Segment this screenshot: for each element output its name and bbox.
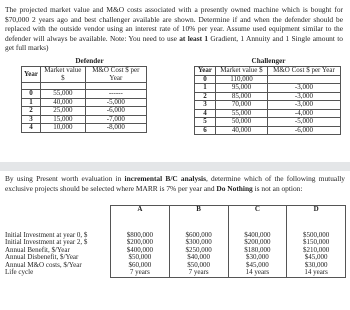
table-cell: 55,000: [41, 90, 86, 99]
table-cell: 4: [22, 124, 41, 133]
table-cell: Initial Investment at year 2, $: [5, 238, 88, 246]
table-cell: $400,000: [228, 232, 287, 240]
table-cell: $800,000: [111, 232, 170, 240]
table-cell: $50,000: [169, 262, 228, 270]
table-cell: $45,000: [228, 262, 287, 270]
defender-row: [22, 107, 147, 116]
challenger-header-mo: M&O Cost $ per Year: [267, 67, 340, 76]
defender-header-market: Market value $: [41, 67, 86, 83]
defender-table: [21, 66, 147, 133]
table-cell: $45,000: [287, 254, 346, 262]
table-cell: 7 years: [111, 269, 170, 277]
table-cell: 14 years: [228, 269, 287, 277]
table-cell: 1: [195, 84, 216, 93]
challenger-row: [195, 101, 341, 110]
table-cell: $600,000: [169, 232, 228, 240]
table-cell: ------: [85, 90, 146, 99]
challenger-title: Challenger: [251, 57, 286, 65]
challenger-row: [195, 109, 341, 118]
table-cell: [5, 214, 111, 232]
defender-row: [22, 124, 147, 133]
table-cell: -5,000: [85, 98, 146, 107]
table-cell: Life cycle: [5, 268, 34, 277]
table-cell: 55,000: [216, 109, 268, 118]
table-cell: $500,000: [287, 232, 346, 240]
project-a-header: A: [111, 206, 170, 214]
table-cell: 6: [195, 126, 216, 135]
table-cell: 15,000: [41, 115, 86, 124]
project-row: [5, 262, 346, 270]
table-cell: Annual Disbenefit, $/Year: [5, 253, 79, 261]
table-cell: Annual Benefit, $/Year: [5, 245, 70, 254]
table-cell: $200,000: [228, 239, 287, 247]
project-d-header: D: [287, 206, 346, 214]
defender-row: [22, 90, 147, 99]
section-divider: [0, 162, 350, 171]
table-cell: $60,000: [111, 262, 170, 270]
project-b-header: B: [169, 206, 228, 214]
table-cell: 40,000: [41, 98, 86, 107]
defender-header-year: Year: [22, 67, 41, 83]
challenger-row: [195, 84, 341, 93]
table-cell: [169, 214, 228, 232]
challenger-row: [195, 92, 341, 101]
table-cell: -6,000: [267, 126, 340, 135]
table-cell: -6,000: [85, 107, 146, 116]
table-cell: $210,000: [287, 247, 346, 255]
table-cell: 4: [195, 109, 216, 118]
table-cell: $400,000: [111, 247, 170, 255]
table-cell: $30,000: [287, 262, 346, 270]
table-cell: 14 years: [287, 269, 346, 277]
table-cell: 1: [22, 98, 41, 107]
table-cell: 7 years: [169, 269, 228, 277]
table-cell: 3: [22, 115, 41, 124]
defender-row: [22, 98, 147, 107]
challenger-row: [195, 126, 341, 135]
table-cell: [287, 214, 346, 232]
table-cell: [111, 214, 170, 232]
problem-1-statement: The projected market value and M&O costs associated with a presently owned machine which is bought for $70,000 2 years ago and best challenger available are shown. Determine if and when the defender should be replaced with the outside vendor using an interest rate of 10% per year. Assume used equipment similar to the defender will always be available. Note: You need to use at least 1 Gradient, 1 Annuity and 1 Single amount to get full marks): [5, 5, 343, 53]
challenger-header-year: Year: [195, 67, 216, 76]
table-cell: -3,000: [267, 101, 340, 110]
challenger-table: [194, 66, 341, 135]
table-cell: 5: [195, 118, 216, 127]
table-cell: -8,000: [85, 124, 146, 133]
table-cell: 25,000: [41, 107, 86, 116]
defender-header-mo: M&O Cost $ per Year: [85, 67, 146, 83]
table-cell: [5, 206, 111, 214]
table-cell: -3,000: [267, 84, 340, 93]
table-cell: -4,000: [267, 109, 340, 118]
project-row: [5, 269, 346, 277]
table-cell: $250,000: [169, 247, 228, 255]
table-cell: 2: [195, 92, 216, 101]
table-cell: $180,000: [228, 247, 287, 255]
table-cell: 3: [195, 101, 216, 110]
table-cell: $200,000: [111, 239, 170, 247]
table-cell: 10,000: [41, 124, 86, 133]
defender-row: [22, 115, 147, 124]
table-cell: 50,000: [216, 118, 268, 127]
table-cell: 0: [22, 90, 41, 99]
table-cell: -5,000: [267, 118, 340, 127]
challenger-row: [195, 75, 341, 84]
project-c-header: C: [228, 206, 287, 214]
table-cell: $30,000: [228, 254, 287, 262]
table-cell: 2: [22, 107, 41, 116]
challenger-header-market: Market value $: [216, 67, 268, 76]
table-cell: 95,000: [216, 84, 268, 93]
table-cell: 110,000: [216, 75, 268, 84]
table-cell: -7,000: [85, 115, 146, 124]
table-cell: $300,000: [169, 239, 228, 247]
table-cell: Annual M&O costs, $/Year: [5, 260, 82, 269]
table-cell: [228, 214, 287, 232]
table-cell: Initial Investment at year 0, $: [5, 230, 88, 239]
table-cell: 85,000: [216, 92, 268, 101]
table-cell: $40,000: [169, 254, 228, 262]
table-cell: 40,000: [216, 126, 268, 135]
problem-2-statement: By using Present worth evaluation in incremental B/C analysis, determine which of the following mutually exclusive projects should be selected where MARR is 7% per year and Do Nothing is not an option:: [5, 174, 345, 193]
challenger-row: [195, 118, 341, 127]
defender-title: Defender: [75, 57, 104, 65]
projects-table: [5, 205, 346, 278]
table-cell: $50,000: [111, 254, 170, 262]
table-cell: 70,000: [216, 101, 268, 110]
table-cell: -3,000: [267, 92, 340, 101]
table-cell: 0: [195, 75, 216, 84]
table-cell: $150,000: [287, 239, 346, 247]
problem-2: [0, 171, 350, 310]
